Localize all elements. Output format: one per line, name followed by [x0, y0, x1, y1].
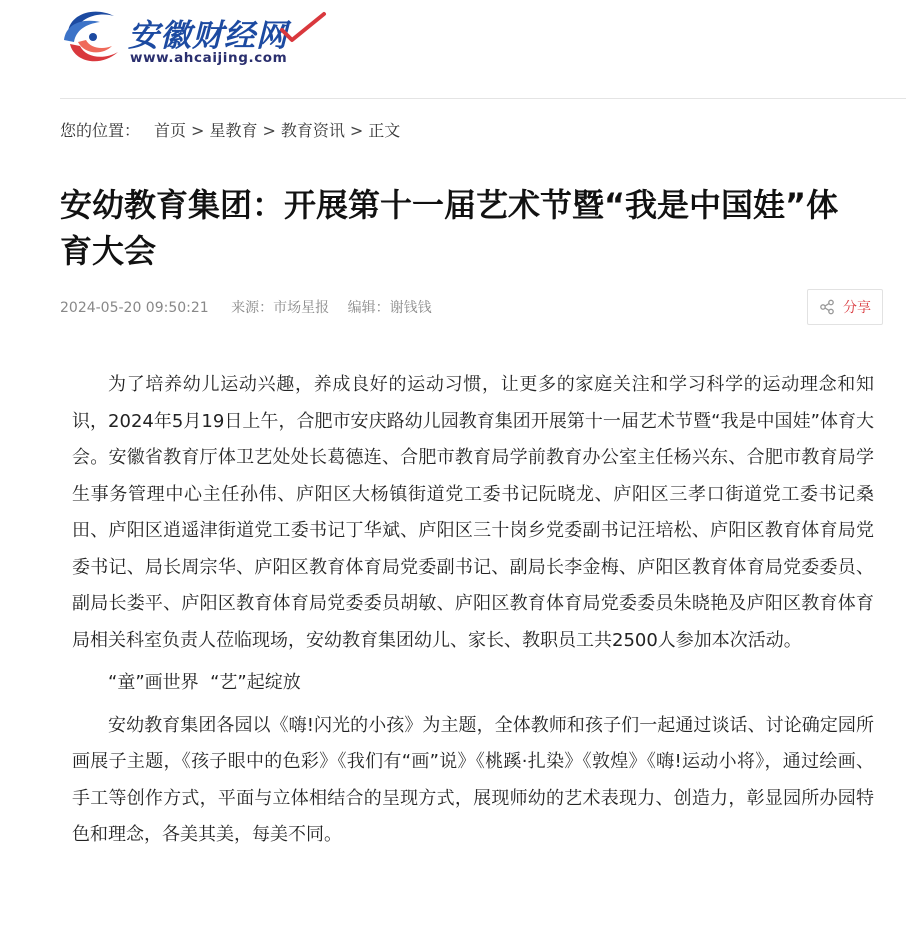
article-paragraph: 安幼教育集团各园以《嗨!闪光的小孩》为主题，全体教师和孩子们一起通过谈话、讨论确定园所画展子主题，《孩子眼中的色彩》《我们有“画”说》《桃蹊·扎染》《敦煌》《嗨!运动小将》，通过绘画、手工等创作方式，平面与立体相结合的呈现方式，展现师幼的艺术表现力、创造力，彰显园所办园特色和理念，各美其美，每美不同。: [72, 714, 874, 845]
article-paragraph: 为了培养幼儿运动兴趣，养成良好的运动习惯，让更多的家庭关注和学习科学的运动理念和知识，2024年5月19日上午，合肥市安庆路幼儿园教育集团开展第十一届艺术节暨“我是中国娃”体育大会。安徽省教育厅体卫艺处处长葛德连、合肥市教育局学前教育办公室主任杨兴东、合肥市教育局学生事务管理中心主任孙伟、庐阳区大杨镇街道党工委书记阮晓龙、庐阳区三孝口街道党工委书记桑田、庐阳区逍遥津街道党工委书记丁华斌、庐阳区三十岗乡党委副书记汪培松、庐阳区教育体育局党委书记、局长周宗华、庐阳区教育体育局党委副书记、副局长李金梅、庐阳区教育体育局党委委员、副局长娄平、庐阳区教育体育局党委委员胡敏、庐阳区教育体育局党委委员朱晓艳及庐阳区教育体育局相关科室负责人莅临现场，安幼教育集团幼儿、家长、教职员工共2500人参加本次活动。: [72, 374, 874, 651]
breadcrumb-separator: >: [262, 121, 276, 140]
site-logo[interactable]: [60, 4, 340, 76]
logo-check-icon: [278, 10, 328, 44]
source-label: 来源：: [231, 300, 274, 316]
share-label: 分享: [843, 300, 871, 316]
publish-time: 2024-05-20 09:50:21: [60, 300, 209, 316]
logo-swirl-icon: [60, 4, 124, 70]
editor-name: 谢钱钱: [389, 300, 432, 316]
breadcrumb-education-news[interactable]: 教育资讯: [280, 121, 345, 140]
breadcrumb: [60, 118, 400, 141]
article-subheading: “童”画世界 “艺”起绽放: [108, 672, 301, 693]
breadcrumb-prefix: 您的位置：: [60, 121, 141, 140]
share-button[interactable]: [807, 289, 883, 325]
share-icon: [819, 299, 835, 315]
article-body: [72, 367, 874, 854]
site-name: 安徽财经网: [128, 18, 288, 54]
breadcrumb-current: 正文: [368, 121, 401, 140]
breadcrumb-star-education[interactable]: 星教育: [209, 121, 258, 140]
article-title: 安幼教育集团：开展第十一届艺术节暨“我是中国娃”体育大会: [60, 186, 839, 270]
article-meta: [60, 297, 432, 317]
site-header: [60, 0, 906, 99]
breadcrumb-separator: >: [349, 121, 364, 140]
breadcrumb-home[interactable]: 首页: [154, 121, 187, 140]
site-url: www.ahcaijing.com: [130, 50, 288, 66]
editor-label: 编辑：: [347, 300, 390, 316]
breadcrumb-separator: >: [191, 121, 205, 140]
source-name: 市场星报: [273, 300, 330, 316]
